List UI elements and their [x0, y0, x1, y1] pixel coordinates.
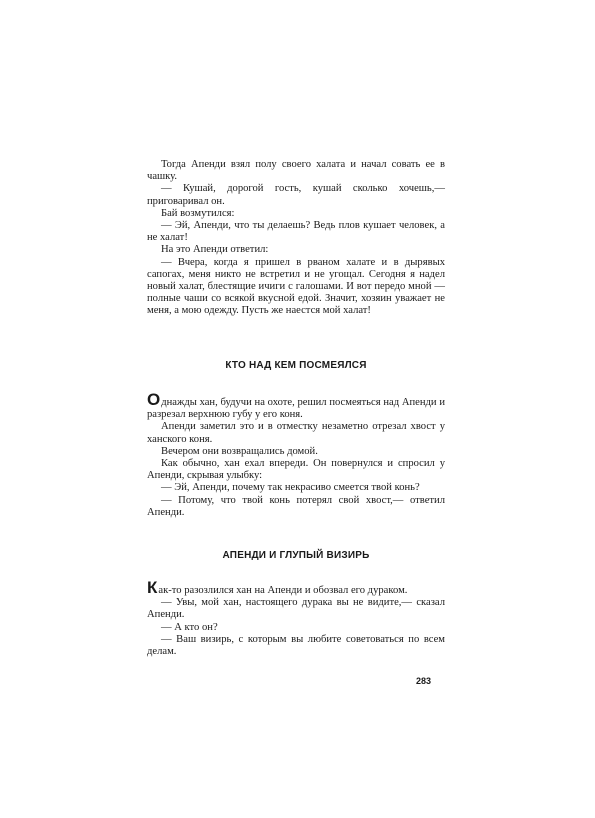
- story-body: [147, 390, 445, 519]
- paragraph: — Потому, что твой конь потерял свой хвост,— ответил Апенди.: [147, 494, 445, 518]
- paragraph: — Вчера, когда я пришел в рваном халате и в дырявых сапогах, меня никто не встретил и не угощал. Сегодня я надел новый халат, блестящие ичиги с галошами. И вот передо мной — полные чаши со всякой вкусной едой. Значит, хозяин уважает не меня, а мою одежду. Пусть же наестся мой халат!: [147, 256, 445, 317]
- paragraph-text: днажды хан, будучи на охоте, решил посмеяться над Апенди и разрезал верхнюю губу у его коня.: [147, 397, 445, 421]
- paragraph: — А кто он?: [161, 621, 218, 633]
- paragraph: — Эй, Апенди, что ты делаешь? Ведь плов кушает человек, а не халат!: [147, 220, 445, 244]
- story-title: КТО НАД КЕМ ПОСМЕЯЛСЯ: [225, 360, 367, 371]
- paragraph-text: ак-то разозлился хан на Апенди и обозвал его дураком.: [158, 585, 408, 596]
- paragraph: На это Апенди ответил:: [161, 244, 269, 256]
- paragraph: — Увы, мой хан, настоящего дурака вы не видите,— сказал Апенди.: [147, 597, 445, 621]
- paragraph: Вечером они возвращались домой.: [161, 445, 318, 457]
- paragraph: Тогда Апенди взял полу своего халата и начал совать ее в чашку.: [147, 159, 445, 183]
- drop-cap: О: [147, 390, 161, 409]
- paragraph: — Кушай, дорогой гость, кушай сколько хочешь,— приговаривал он.: [147, 183, 445, 207]
- paragraph: Апенди заметил это и в отместку незаметно отрезал хвост у ханского коня.: [147, 421, 445, 445]
- page-number: 283: [416, 676, 432, 686]
- paragraph: Бай возмутился:: [161, 207, 235, 219]
- paragraph: — Эй, Апенди, почему так некрасиво смеется твой конь?: [161, 482, 420, 494]
- drop-cap: К: [147, 578, 158, 597]
- story-title: АПЕНДИ И ГЛУПЫЙ ВИЗИРЬ: [222, 550, 370, 561]
- paragraph: [147, 578, 445, 597]
- story-body: [147, 578, 445, 658]
- story-continuation: [147, 159, 445, 318]
- paragraph: [147, 390, 445, 421]
- paragraph: — Ваш визирь, с которым вы любите советоваться по всем делам.: [147, 633, 445, 658]
- paragraph: Как обычно, хан ехал впереди. Он повернулся и спросил у Апенди, скрывая улыбку:: [147, 458, 445, 482]
